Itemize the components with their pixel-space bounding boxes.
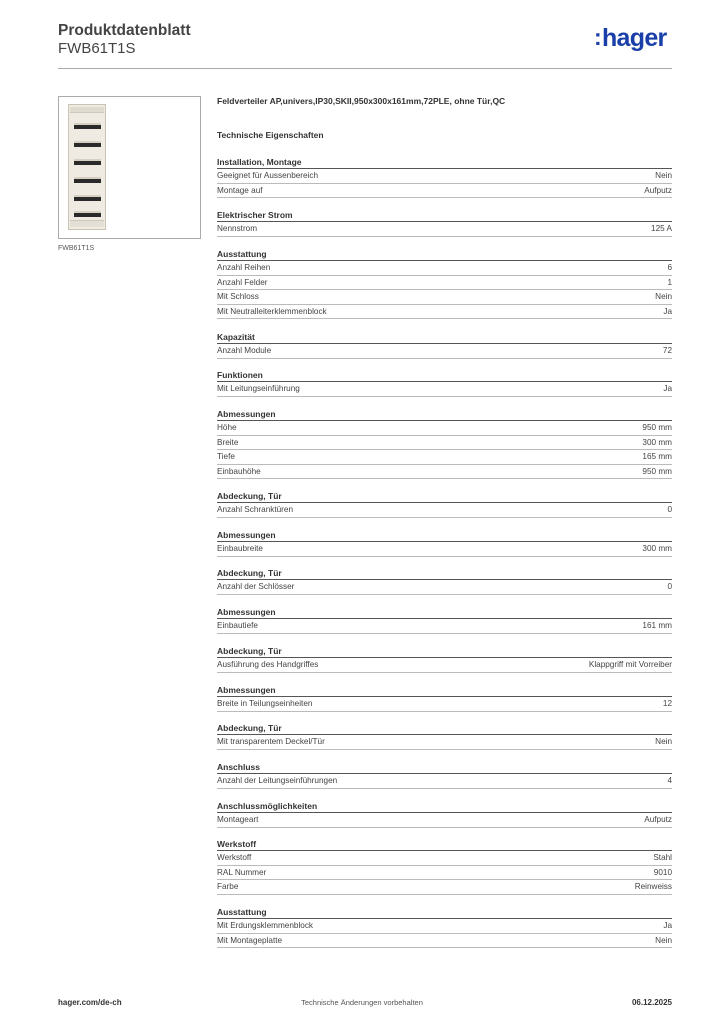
property-value: 9010 [653,867,672,877]
property-section [217,722,672,750]
property-value: Ja [663,306,672,316]
property-label: Montageart [217,815,259,824]
property-row [217,465,672,480]
property-label: Höhe [217,423,237,432]
property-section [217,529,672,557]
property-row [217,382,672,397]
property-section [217,408,672,479]
property-row [217,436,672,451]
section-title: Abdeckung, Tür [217,490,672,503]
property-row [217,450,672,465]
din-rail [74,195,101,201]
property-row [217,851,672,866]
property-value: 950 mm [642,423,672,432]
product-image [58,96,201,239]
property-value: Nein [655,737,672,746]
property-label: Werkstoff [217,853,252,862]
property-label: Farbe [217,882,239,892]
din-rail [74,177,101,183]
property-section [217,906,672,948]
property-row [217,222,672,237]
property-section [217,606,672,634]
property-section [217,645,672,673]
property-label: Einbauhöhe [217,466,261,476]
property-label: Mit Leitungseinführung [217,384,300,393]
property-section [217,331,672,359]
property-label: Einbautiefe [217,621,258,630]
property-row [217,344,672,359]
property-section [217,567,672,595]
property-value: 125 A [651,224,672,233]
property-row [217,261,672,276]
property-value: 950 mm [642,466,672,476]
property-section [217,156,672,198]
property-value: Ja [663,384,672,393]
distribution-cabinet-illustration [68,104,106,230]
property-row [217,866,672,881]
section-title: Abmessungen [217,684,672,697]
property-label: Anzahl Felder [217,277,268,287]
property-row [217,184,672,199]
property-row [217,919,672,934]
property-value: 6 [667,263,672,272]
din-rail [74,159,101,165]
property-value: 12 [662,699,672,708]
property-label: Einbaubreite [217,544,263,553]
cabinet-top [70,107,104,113]
property-value: 300 mm [642,544,672,553]
section-title: Funktionen [217,369,672,382]
property-value: Ja [663,921,672,930]
property-label: Anzahl der Leitungseinführungen [217,776,338,785]
product-code: FWB61T1S [58,40,136,57]
property-value: 300 mm [642,437,672,447]
property-section [217,369,672,397]
property-label: Anzahl Reihen [217,263,271,272]
din-rail [74,123,101,129]
section-title: Anschlussmöglichkeiten [217,800,672,813]
property-section [217,209,672,237]
property-value: 161 mm [642,621,672,630]
section-title: Anschluss [217,761,672,774]
property-label: Anzahl der Schlösser [217,582,295,591]
page-title: Produktdatenblatt [58,22,191,39]
property-section [217,248,672,319]
section-title: Abmessungen [217,408,672,421]
property-label: Nennstrom [217,224,258,233]
logo-colon: : [594,24,601,50]
property-value: Klappgriff mit Vorreiber [588,660,672,669]
property-value: Stahl [653,853,672,862]
property-label: Anzahl Schranktüren [217,505,294,514]
property-value: Nein [655,292,672,302]
footer-notice: Technische Änderungen vorbehalten [301,998,423,1007]
property-row [217,503,672,518]
property-label: Mit Erdungsklemmenblock [217,921,314,930]
property-label: Mit Neutralleiterklemmenblock [217,306,327,316]
property-row [217,421,672,436]
property-value: 1 [667,277,672,287]
property-value: 72 [662,346,672,355]
property-section [217,761,672,789]
din-rail [74,211,101,217]
section-title: Ausstattung [217,906,672,919]
property-value: 0 [667,505,672,514]
property-row [217,880,672,895]
property-label: Ausführung des Handgriffes [217,660,319,669]
header-divider [58,68,672,69]
property-value: Nein [655,935,672,945]
property-label: Breite in Teilungseinheiten [217,699,313,708]
property-row [217,169,672,184]
image-caption: FWB61T1S [58,245,95,252]
section-title: Elektrischer Strom [217,209,672,222]
property-row [217,542,672,557]
property-section [217,490,672,518]
property-label: Mit transparentem Deckel/Tür [217,737,325,746]
cabinet-bottom [70,220,104,227]
section-title: Ausstattung [217,248,672,261]
property-label: RAL Nummer [217,867,267,877]
property-value: Nein [655,171,672,180]
property-value: 4 [667,776,672,785]
property-value: Aufputz [644,815,672,824]
property-section [217,684,672,712]
section-title: Abmessungen [217,529,672,542]
product-description: Feldverteiler AP,univers,IP30,SKII,950x300x161mm,72PLE, ohne Tür,QC [217,96,506,106]
property-row [217,305,672,320]
section-title: Werkstoff [217,838,672,851]
property-value: 165 mm [642,452,672,462]
section-title: Abdeckung, Tür [217,567,672,580]
property-row [217,774,672,789]
property-label: Mit Montageplatte [217,935,283,945]
section-title: Installation, Montage [217,156,672,169]
hager-logo [594,26,667,51]
property-label: Anzahl Module [217,346,272,355]
property-value: Reinweiss [634,882,672,892]
property-row [217,580,672,595]
property-value: Aufputz [644,185,672,195]
section-title: Kapazität [217,331,672,344]
property-row [217,276,672,291]
property-row [217,697,672,712]
tech-properties-heading: Technische Eigenschaften [217,130,324,140]
property-row [217,619,672,634]
property-row [217,658,672,673]
property-row [217,934,672,949]
property-row [217,735,672,750]
property-row [217,290,672,305]
property-label: Geeignet für Aussenbereich [217,171,319,180]
property-label: Montage auf [217,185,263,195]
footer-date: 06.12.2025 [631,998,672,1007]
property-section [217,838,672,895]
section-title: Abdeckung, Tür [217,645,672,658]
logo-text: hager [601,24,667,52]
property-label: Tiefe [217,452,235,462]
property-value: 0 [667,582,672,591]
property-label: Breite [217,437,239,447]
din-rail [74,141,101,147]
footer-website: hager.com/de-ch [58,998,122,1007]
property-section [217,800,672,828]
section-title: Abdeckung, Tür [217,722,672,735]
section-title: Abmessungen [217,606,672,619]
property-row [217,813,672,828]
property-label: Mit Schloss [217,292,259,302]
